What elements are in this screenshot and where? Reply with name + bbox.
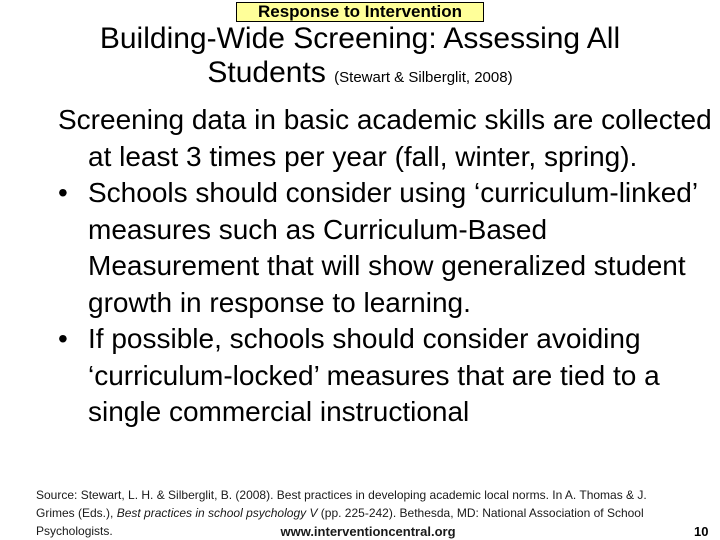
bullet-item: [58, 321, 718, 431]
title-citation: (Stewart & Silberglit, 2008): [334, 69, 513, 86]
bullet-icon: •: [58, 177, 68, 208]
header-banner: [236, 2, 484, 22]
source-prefix: Source: Stewart, L. H. & Silberglit, B. (2008). Best practices in developing academic local norms. In A. Thomas & J. Grimes (Eds.),: [36, 488, 647, 520]
slide-body: [58, 102, 718, 431]
source-suffix: (pp. 225-242). Bethesda, MD: National Association of School Psychologists.: [36, 506, 644, 538]
footer-url[interactable]: www.interventioncentral.org: [280, 524, 456, 539]
bullet-text: If possible, schools should consider avoiding ‘curriculum-locked’ measures that are tied to a single commercial instructional: [88, 323, 660, 427]
title-main: Building-Wide Screening: Assessing All Students: [99, 22, 621, 89]
source-book-title: Best practices in school psychology V: [116, 506, 318, 520]
bullet-item: [58, 175, 718, 321]
bullet-icon: •: [58, 323, 68, 354]
bullet-text: Schools should consider using ‘curriculum-linked’ measures such as Curriculum-Based Measurement that will show generalized student growth in response to learning.: [88, 177, 698, 318]
header-label: Response to Intervention: [257, 2, 463, 21]
intro-paragraph: Screening data in basic academic skills are collected at least 3 times per year (fall, winter, spring).: [58, 104, 712, 172]
page-number: 10: [694, 524, 709, 539]
slide-title: [40, 22, 680, 95]
